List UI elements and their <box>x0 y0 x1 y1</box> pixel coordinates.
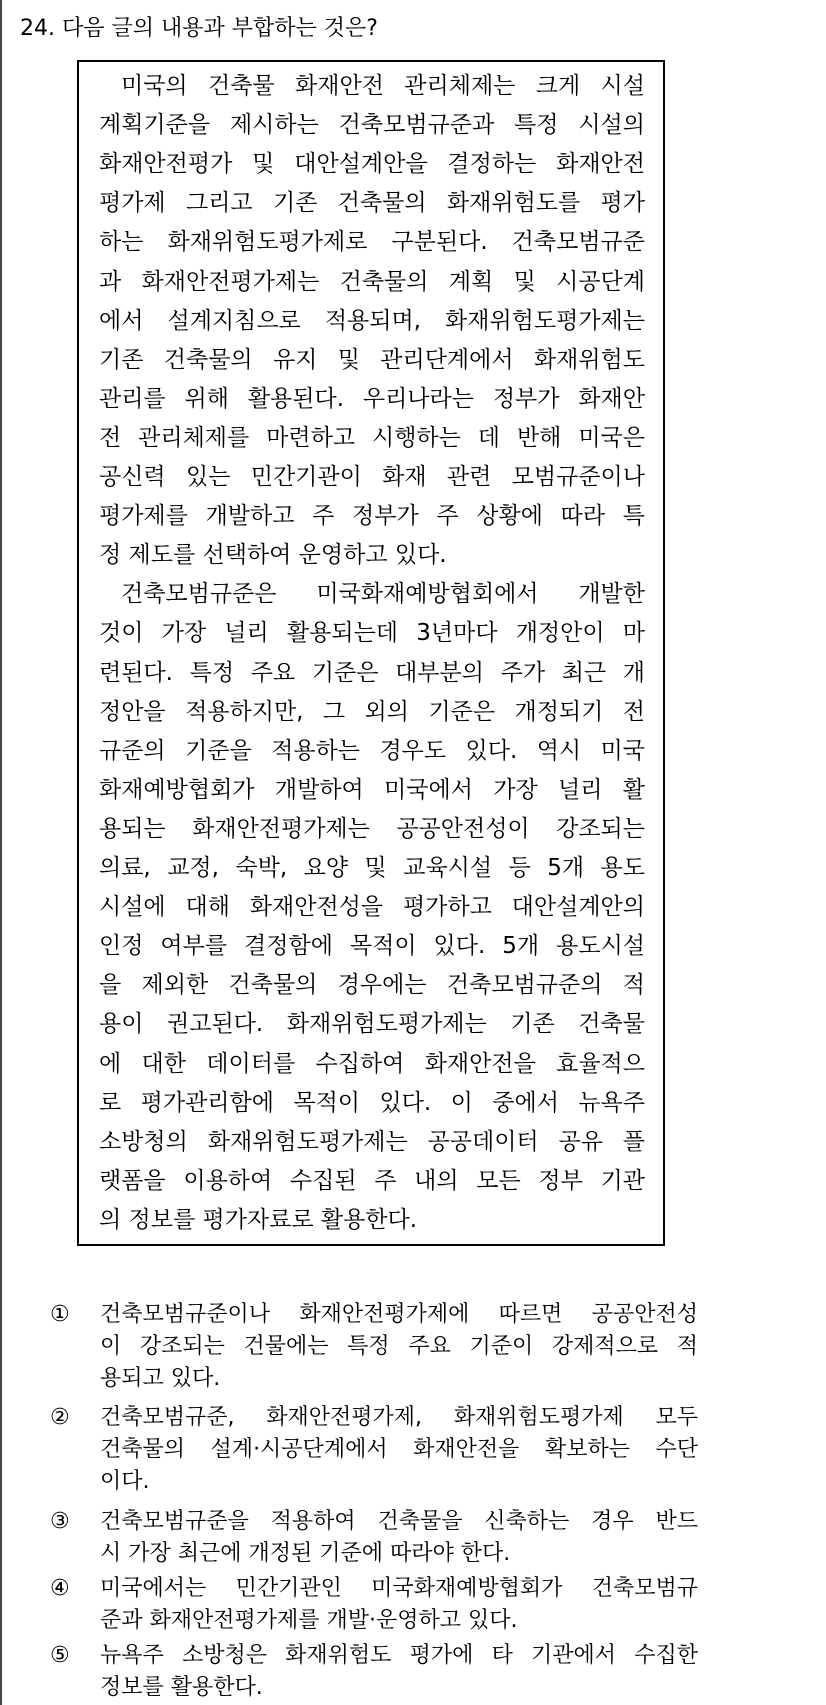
option-number: ③ <box>50 1509 70 1534</box>
option-text-line: 미국에서는 민간기관인 미국화재예방협회가 건축모범규 <box>100 1576 698 1601</box>
option-text-line: 시 가장 최근에 개정된 기준에 따라야 한다. <box>100 1541 511 1566</box>
option-number: ② <box>50 1405 70 1430</box>
passage-line: 것이 가장 널리 활용되는데 3년마다 개정안이 마 <box>99 620 645 647</box>
passage-line: 소방청의 화재위험도평가제는 공공데이터 공유 플 <box>99 1128 645 1155</box>
passage-line: 정 제도를 선택하여 운영하고 있다. <box>99 542 447 569</box>
passage-line: 전 관리체제를 마련하고 시행하는 데 반해 미국은 <box>99 424 645 451</box>
option-text-line: 이다. <box>100 1469 150 1494</box>
option-text-line: 건축물의 설계·시공단계에서 화재안전을 확보하는 수단 <box>100 1437 698 1462</box>
passage-line: 계획기준을 제시하는 건축모범규준과 특정 시설의 <box>99 112 645 139</box>
passage-line: 규준의 기준을 적용하는 경우도 있다. 역시 미국 <box>99 737 645 764</box>
option-text-line: 건축모범규준을 적용하여 건축물을 신축하는 경우 반드 <box>100 1509 698 1534</box>
passage-line: 관리를 위해 활용된다. 우리나라는 정부가 화재안 <box>99 385 645 412</box>
page-left-rule <box>0 0 2 1705</box>
option-number: ④ <box>50 1576 70 1601</box>
question-title: 24. 다음 글의 내용과 부합하는 것은? <box>20 16 378 41</box>
passage-line: 평가제 그리고 기존 건축물의 화재위험도를 평가 <box>99 190 645 217</box>
passage-line: 용되는 화재안전평가제는 공공안전성이 강조되는 <box>99 815 645 842</box>
option-text-line: 이 강조되는 건물에는 특정 주요 기준이 강제적으로 적 <box>100 1334 698 1359</box>
option-text-line: 건축모범규준, 화재안전평가제, 화재위험도평가제 모두 <box>100 1405 698 1430</box>
option-number: ⑤ <box>50 1643 70 1668</box>
option-text-line: 뉴욕주 소방청은 화재위험도 평가에 타 기관에서 수집한 <box>100 1643 698 1668</box>
passage-line: 화재안전평가 및 대안설계안을 결정하는 화재안전 <box>99 151 645 178</box>
option-text-line: 용되고 있다. <box>100 1366 221 1391</box>
option-text-line: 준과 화재안전평가제를 개발·운영하고 있다. <box>100 1608 518 1633</box>
passage-line: 시설에 대해 화재안전성을 평가하고 대안설계안의 <box>99 894 645 921</box>
passage-line: 에서 설계지침으로 적용되며, 화재위험도평가제는 <box>99 307 645 334</box>
passage-line: 건축모범규준은 미국화재예방협회에서 개발한 <box>121 581 645 608</box>
passage-line: 공신력 있는 민간기관이 화재 관련 모범규준이나 <box>99 464 645 490</box>
passage-line: 인정 여부를 결정함에 목적이 있다. 5개 용도시설 <box>99 933 645 960</box>
passage-line: 정안을 적용하지만, 그 외의 기준은 개정되기 전 <box>99 698 645 725</box>
passage-box <box>77 60 665 1246</box>
passage-line: 랫폼을 이용하여 수집된 주 내의 모든 정부 기관 <box>99 1167 645 1194</box>
passage-line: 하는 화재위험도평가제로 구분된다. 건축모범규준 <box>99 229 645 256</box>
passage-line: 평가제를 개발하고 주 정부가 주 상황에 따라 특 <box>99 503 645 530</box>
option-number: ① <box>50 1302 70 1327</box>
passage-line: 련된다. 특정 주요 기준은 대부분의 주가 최근 개 <box>99 659 645 686</box>
passage-line: 로 평가관리함에 목적이 있다. 이 중에서 뉴욕주 <box>99 1089 645 1116</box>
passage-line: 기존 건축물의 유지 및 관리단계에서 화재위험도 <box>99 346 645 373</box>
option-text-line: 정보를 활용한다. <box>100 1675 263 1700</box>
passage-line: 의 정보를 평가자료로 활용한다. <box>99 1206 418 1233</box>
passage-line: 의료, 교정, 숙박, 요양 및 교육시설 등 5개 용도 <box>99 855 645 881</box>
passage-line: 과 화재안전평가제는 건축물의 계획 및 시공단계 <box>99 268 645 295</box>
passage-line: 을 제외한 건축물의 경우에는 건축모범규준의 적 <box>99 972 645 999</box>
option-text-line: 건축모범규준이나 화재안전평가제에 따르면 공공안전성 <box>100 1302 698 1327</box>
passage-line: 용이 권고된다. 화재위험도평가제는 기존 건축물 <box>99 1011 645 1038</box>
passage-line: 미국의 건축물 화재안전 관리체제는 크게 시설 <box>121 73 645 99</box>
passage-line: 에 대한 데이터를 수집하여 화재안전을 효율적으 <box>99 1050 645 1077</box>
passage-line: 화재예방협회가 개발하여 미국에서 가장 널리 활 <box>99 776 645 803</box>
